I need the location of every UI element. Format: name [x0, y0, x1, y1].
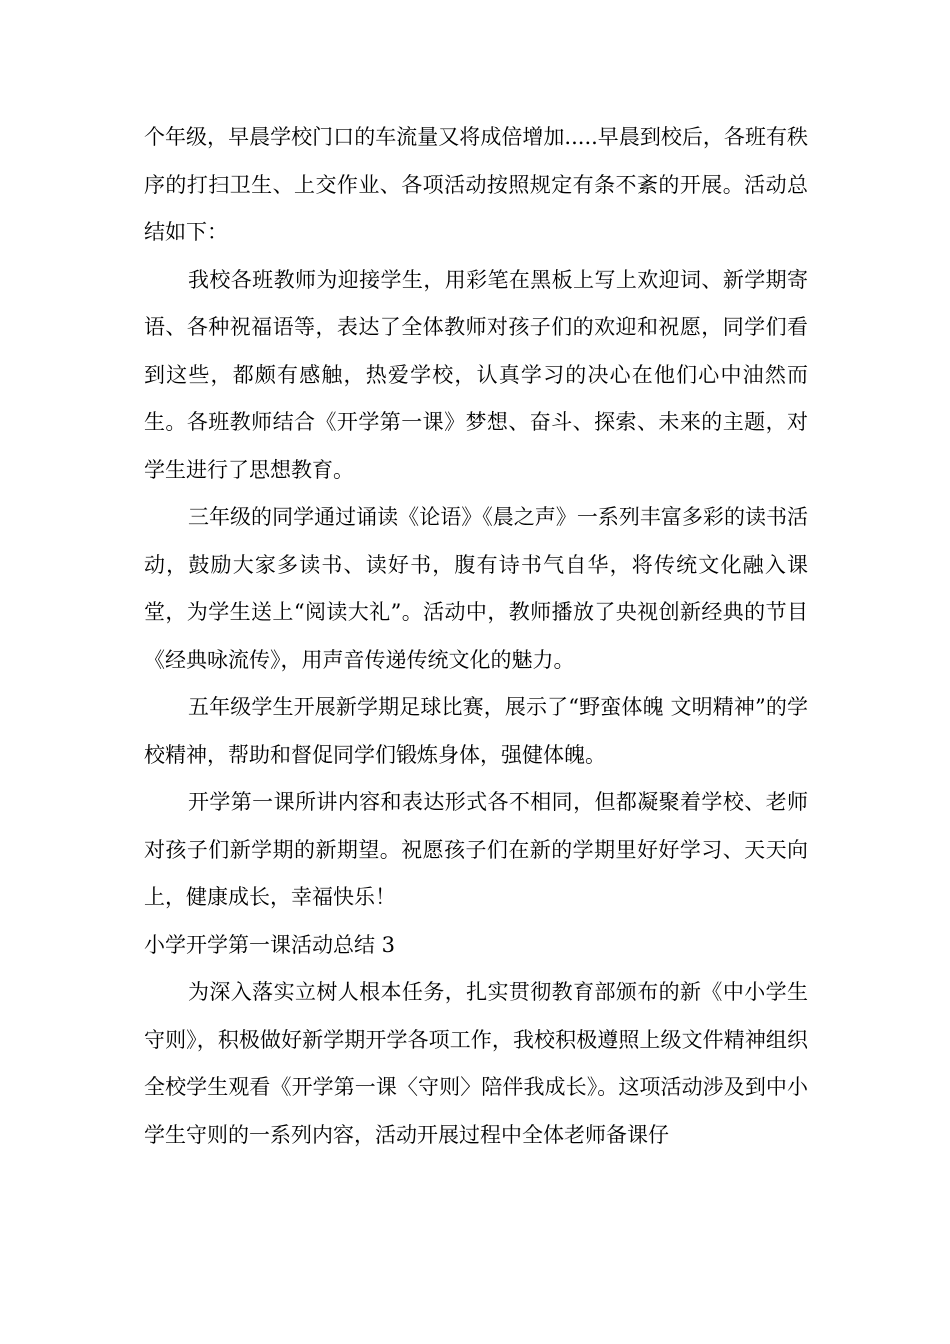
paragraph-teachers-welcome: 我校各班教师为迎接学生，用彩笔在黑板上写上欢迎词、新学期寄语、各种祝福语等，表达了全体教师对孩子们的欢迎和祝愿，同学们看到这些，都颇有感触，热爱学校，认真学习的决心在他们心中油然而生。各班教师结合《开学第一课》梦想、奋斗、探索、未来的主题，对学生进行了思想教育。 — [144, 267, 808, 482]
paragraph-continuation: 个年级，早晨学校门口的车流量又将成倍增加.....早晨到校后，各班有秩序的打扫卫生、上交作业、各项活动按照规定有条不紊的开展。活动总结如下： — [144, 125, 808, 244]
paragraph-section-three-intro: 为深入落实立树人根本任务，扎实贯彻教育部颁布的新《中小学生守则》，积极做好新学期开学各项工作，我校积极遵照上级文件精神组织全校学生观看《开学第一课〈守则〉陪伴我成长》。这项活动涉及到中小学生守则的一系列内容，活动开展过程中全体老师备课仔 — [144, 980, 808, 1147]
document-page — [144, 114, 808, 1159]
section-heading: 小学开学第一课活动总结 3 — [144, 932, 396, 957]
paragraph-closing-wishes: 开学第一课所讲内容和表达形式各不相同，但都凝聚着学校、老师对孩子们新学期的新期望。祝愿孩子们在新的学期里好好学习、天天向上，健康成长，幸福快乐！ — [144, 790, 808, 909]
paragraph-grade-three-reading: 三年级的同学通过诵读《论语》《晨之声》一系列丰富多彩的读书活动，鼓励大家多读书、读好书，腹有诗书气自华，将传统文化融入课堂，为学生送上“阅读大礼”。活动中，教师播放了央视创新经典的节目《经典咏流传》，用声音传递传统文化的魅力。 — [144, 505, 808, 672]
paragraph-grade-five-football: 五年级学生开展新学期足球比赛，展示了“野蛮体魄 文明精神”的学校精神，帮助和督促同学们锻炼身体，强健体魄。 — [144, 695, 808, 767]
